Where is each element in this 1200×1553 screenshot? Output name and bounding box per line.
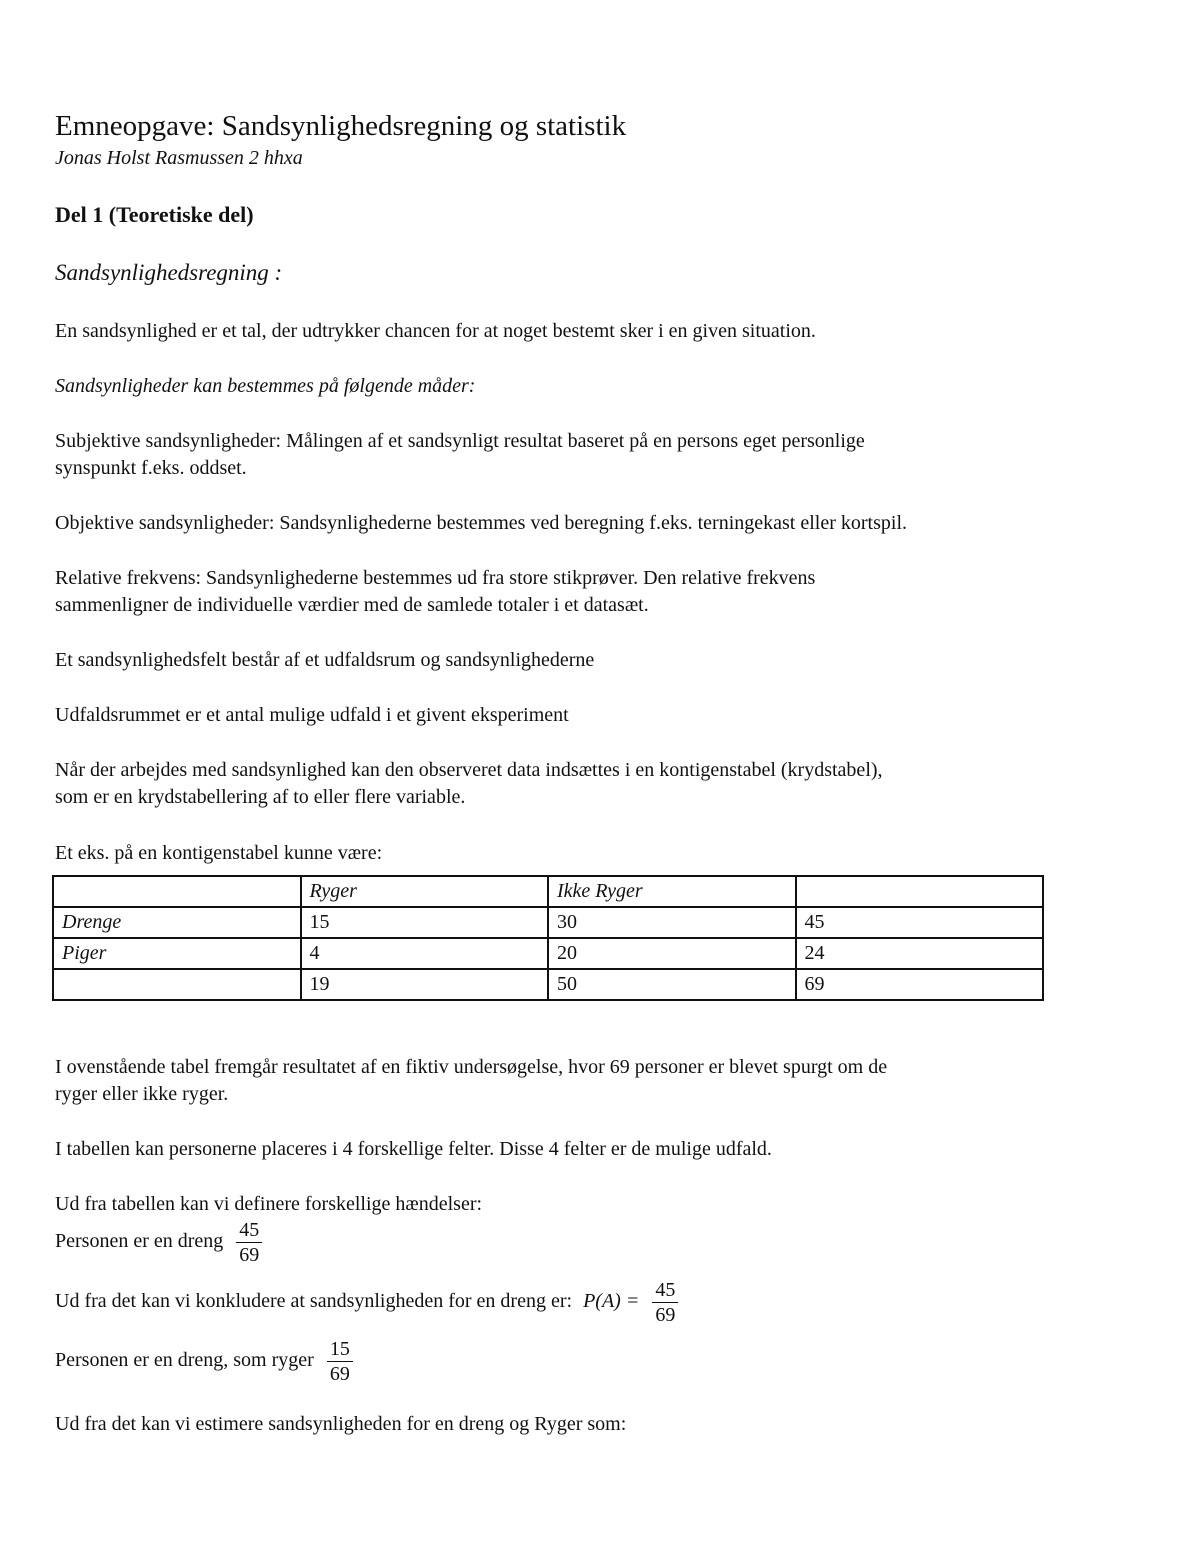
table-cell: 45 <box>796 907 1044 938</box>
paragraph-fields: I tabellen kan personerne placeres i 4 forskellige felter. Disse 4 felter er de mulige udfald. <box>55 1138 772 1160</box>
table-cell: 20 <box>548 938 796 969</box>
fraction-denominator: 69 <box>329 1363 350 1385</box>
paragraph-result-1: I ovenstående tabel fremgår resultatet af en fiktiv undersøgelse, hvor 69 personer er blevet spurgt om de <box>55 1056 888 1078</box>
boy-smoker-text: Personen er en dreng, som ryger <box>55 1349 314 1372</box>
fraction-boy <box>236 1218 262 1267</box>
table-cell <box>53 876 301 907</box>
paragraph-subjective-2: synspunkt f.eks. oddset. <box>55 457 247 479</box>
paragraph-objective: Objektive sandsynligheder: Sandsynlighederne bestemmes ved beregning f.eks. terningekast eller kortspil. <box>55 512 908 534</box>
paragraph-definition: En sandsynlighed er et tal, der udtrykker chancen for at noget bestemt sker i en given situation. <box>55 320 816 342</box>
probability-expression: P(A) = <box>583 1290 640 1313</box>
table-header-cell: Ryger <box>301 876 549 907</box>
paragraph-methods-heading: Sandsynligheder kan bestemmes på følgende måder: <box>55 375 476 397</box>
table-row <box>53 938 1043 969</box>
table-cell <box>796 876 1044 907</box>
fraction-denominator: 69 <box>655 1304 676 1326</box>
paragraph-example-intro: Et eks. på en kontigenstabel kunne være: <box>55 842 383 864</box>
author-line: Jonas Holst Rasmussen 2 hhxa <box>55 147 303 169</box>
table-header-row <box>53 876 1043 907</box>
fraction-numerator: 45 <box>236 1218 262 1243</box>
table-row-label: Piger <box>53 938 301 969</box>
table-cell: 24 <box>796 938 1044 969</box>
fraction-numerator: 15 <box>327 1337 353 1362</box>
boy-smoker-line <box>55 1337 353 1386</box>
paragraph-estimate: Ud fra det kan vi estimere sandsynligheden for en dreng og Ryger som: <box>55 1413 627 1435</box>
table-cell: 15 <box>301 907 549 938</box>
paragraph-relative-1: Relative frekvens: Sandsynlighederne bestemmes ud fra store stikprøver. Den relative frekvens <box>55 567 816 589</box>
paragraph-relative-2: sammenligner de individuelle værdier med de samlede totaler i et datasæt. <box>55 594 649 616</box>
table-row-label <box>53 969 301 1000</box>
fraction-numerator: 45 <box>652 1278 678 1303</box>
paragraph-result-2: ryger eller ikke ryger. <box>55 1083 229 1105</box>
paragraph-field: Et sandsynlighedsfelt består af et udfaldsrum og sandsynlighederne <box>55 649 595 671</box>
boy-conclusion-line <box>55 1278 678 1327</box>
table-cell: 50 <box>548 969 796 1000</box>
table-row <box>53 907 1043 938</box>
contingency-table <box>52 875 1044 1001</box>
table-row <box>53 969 1043 1000</box>
boy-conclusion-text: Ud fra det kan vi konkludere at sandsynligheden for en dreng er: <box>55 1290 573 1313</box>
subheading: Sandsynlighedsregning : <box>55 260 283 285</box>
table-header-cell: Ikke Ryger <box>548 876 796 907</box>
fraction-p-a <box>652 1278 678 1327</box>
boy-event-text: Personen er en dreng <box>55 1230 224 1253</box>
table-cell: 19 <box>301 969 549 1000</box>
document-title: Emneopgave: Sandsynlighedsregning og statistik <box>55 110 627 142</box>
boy-event-line <box>55 1218 262 1267</box>
paragraph-contingency-2: som er en krydstabellering af to eller flere variable. <box>55 786 466 808</box>
fraction-denominator: 69 <box>239 1244 260 1266</box>
table-row-label: Drenge <box>53 907 301 938</box>
table-cell: 4 <box>301 938 549 969</box>
fraction-boy-smoker <box>327 1337 353 1386</box>
paragraph-events-intro: Ud fra tabellen kan vi definere forskellige hændelser: <box>55 1193 483 1215</box>
paragraph-contingency-1: Når der arbejdes med sandsynlighed kan den observeret data indsættes i en kontigenstabel (krydstabel), <box>55 759 883 781</box>
table-cell: 30 <box>548 907 796 938</box>
paragraph-subjective-1: Subjektive sandsynligheder: Målingen af et sandsynligt resultat baseret på en persons eget personlige <box>55 430 865 452</box>
table-cell: 69 <box>796 969 1044 1000</box>
paragraph-outcome-space: Udfaldsrummet er et antal mulige udfald i et givent eksperiment <box>55 704 569 726</box>
section-heading: Del 1 (Teoretiske del) <box>55 202 254 227</box>
